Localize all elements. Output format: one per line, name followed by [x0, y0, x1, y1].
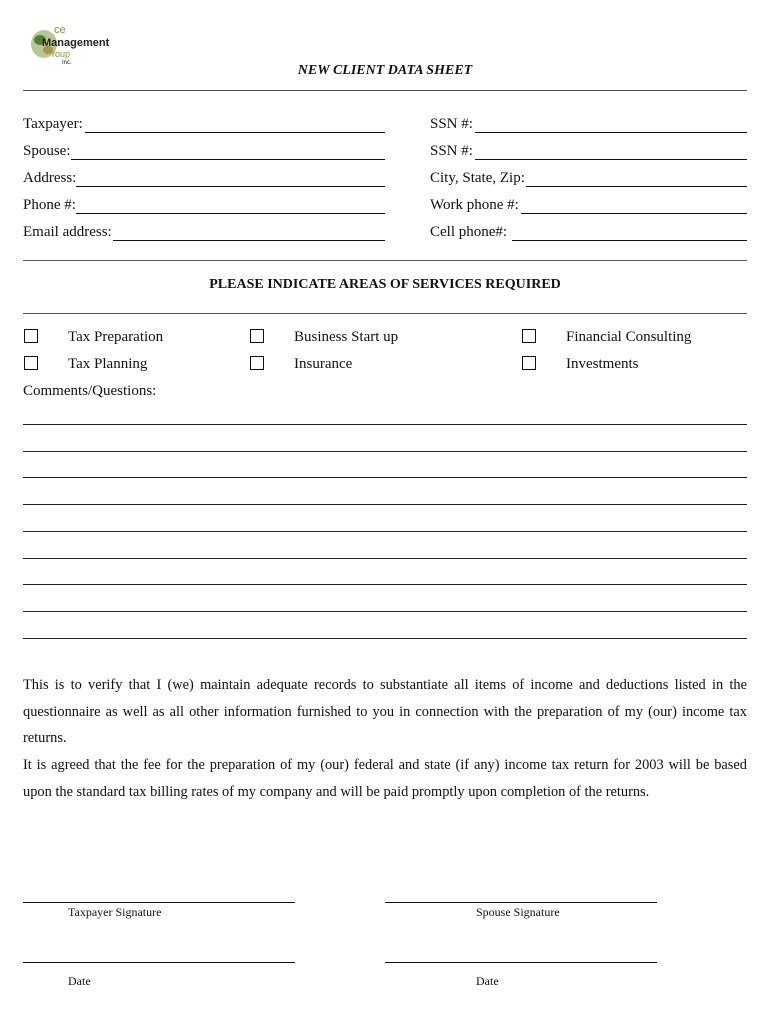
spouse-label: Spouse:: [23, 143, 71, 159]
phone-input-line[interactable]: [76, 213, 385, 214]
email-input-line[interactable]: [113, 240, 385, 241]
taxpayer-date-line[interactable]: [23, 962, 295, 963]
insurance-label: Insurance: [294, 356, 353, 372]
page-title: NEW CLIENT DATA SHEET: [297, 63, 473, 78]
financial-consulting-label: Financial Consulting: [566, 329, 692, 345]
address-input-line[interactable]: [76, 186, 385, 187]
city-state-zip-field[interactable]: [430, 169, 747, 189]
ssn-label-1: SSN #:: [430, 116, 473, 132]
work-phone-label: Work phone #:: [430, 197, 519, 213]
comment-line[interactable]: [23, 638, 747, 639]
comment-line[interactable]: [23, 424, 747, 425]
ssn-field-2[interactable]: [430, 142, 747, 162]
ssn-input-line-1[interactable]: [475, 132, 747, 133]
address-field[interactable]: [23, 169, 385, 189]
insurance-checkbox[interactable]: [250, 356, 264, 370]
financial-consulting-checkbox[interactable]: [522, 329, 536, 343]
spouse-field[interactable]: [23, 142, 385, 162]
logo-text-inc: Inc.: [62, 60, 72, 66]
services-heading: PLEASE INDICATE AREAS OF SERVICES REQUIRED: [209, 277, 561, 292]
logo-text-ace: ce: [54, 24, 66, 36]
ssn-label-2: SSN #:: [430, 143, 473, 159]
spouse-signature-label: Spouse Signature: [476, 905, 560, 919]
comment-line[interactable]: [23, 584, 747, 585]
spouse-date-line[interactable]: [385, 962, 657, 963]
spouse-date-label: Date: [476, 974, 499, 988]
comment-line[interactable]: [23, 531, 747, 532]
divider-services: [23, 313, 747, 314]
investments-checkbox[interactable]: [522, 356, 536, 370]
taxpayer-date-label: Date: [68, 974, 91, 988]
cell-phone-input-line[interactable]: [512, 240, 747, 241]
work-phone-input-line[interactable]: [521, 213, 747, 214]
taxpayer-label: Taxpayer:: [23, 116, 83, 132]
address-label: Address:: [23, 170, 77, 186]
cell-phone-field[interactable]: [430, 223, 747, 243]
taxpayer-signature-label: Taxpayer Signature: [68, 905, 162, 919]
comment-line[interactable]: [23, 504, 747, 505]
business-start-up-checkbox[interactable]: [250, 329, 264, 343]
spouse-signature-line[interactable]: [385, 902, 657, 903]
investments-label: Investments: [566, 356, 639, 372]
tax-preparation-checkbox[interactable]: [24, 329, 38, 343]
ssn-field-1[interactable]: [430, 115, 747, 135]
logo-text-group: roup: [52, 49, 71, 59]
verification-paragraph: This is to verify that I (we) maintain adequate records to substantiate all items of income and deductions listed in the questionnaire as well as all other information furnished to you in connection with the preparation of my (our) income tax returns.: [23, 677, 747, 747]
work-phone-field[interactable]: [430, 196, 747, 216]
comment-line[interactable]: [23, 477, 747, 478]
phone-label: Phone #:: [23, 197, 76, 213]
comment-line[interactable]: [23, 611, 747, 612]
spouse-input-line[interactable]: [71, 159, 385, 160]
comment-line[interactable]: [23, 451, 747, 452]
comment-line[interactable]: [23, 558, 747, 559]
fee-agreement-paragraph: It is agreed that the fee for the preparation of my (our) federal and state (if any) income tax return for 2003 will be based upon the standard tax billing rates of my company and will be paid promptly upon completion of the returns.: [23, 757, 747, 800]
tax-planning-label: Tax Planning: [68, 356, 148, 372]
cell-phone-label: Cell phone#:: [430, 224, 508, 240]
taxpayer-field[interactable]: [23, 115, 385, 135]
tax-preparation-label: Tax Preparation: [68, 329, 164, 345]
divider-top: [23, 90, 747, 91]
taxpayer-signature-line[interactable]: [23, 902, 295, 903]
phone-field[interactable]: [23, 196, 385, 216]
email-label: Email address:: [23, 224, 112, 240]
logo-text-management: Management: [42, 37, 110, 49]
divider-middle: [23, 260, 747, 261]
city-state-zip-label: City, State, Zip:: [430, 170, 525, 186]
email-field[interactable]: [23, 223, 385, 243]
comments-label: Comments/Questions:: [23, 383, 157, 399]
taxpayer-input-line[interactable]: [85, 132, 385, 133]
tax-planning-checkbox[interactable]: [24, 356, 38, 370]
city-state-zip-input-line[interactable]: [526, 186, 747, 187]
business-start-up-label: Business Start up: [294, 329, 399, 345]
ssn-input-line-2[interactable]: [475, 159, 747, 160]
